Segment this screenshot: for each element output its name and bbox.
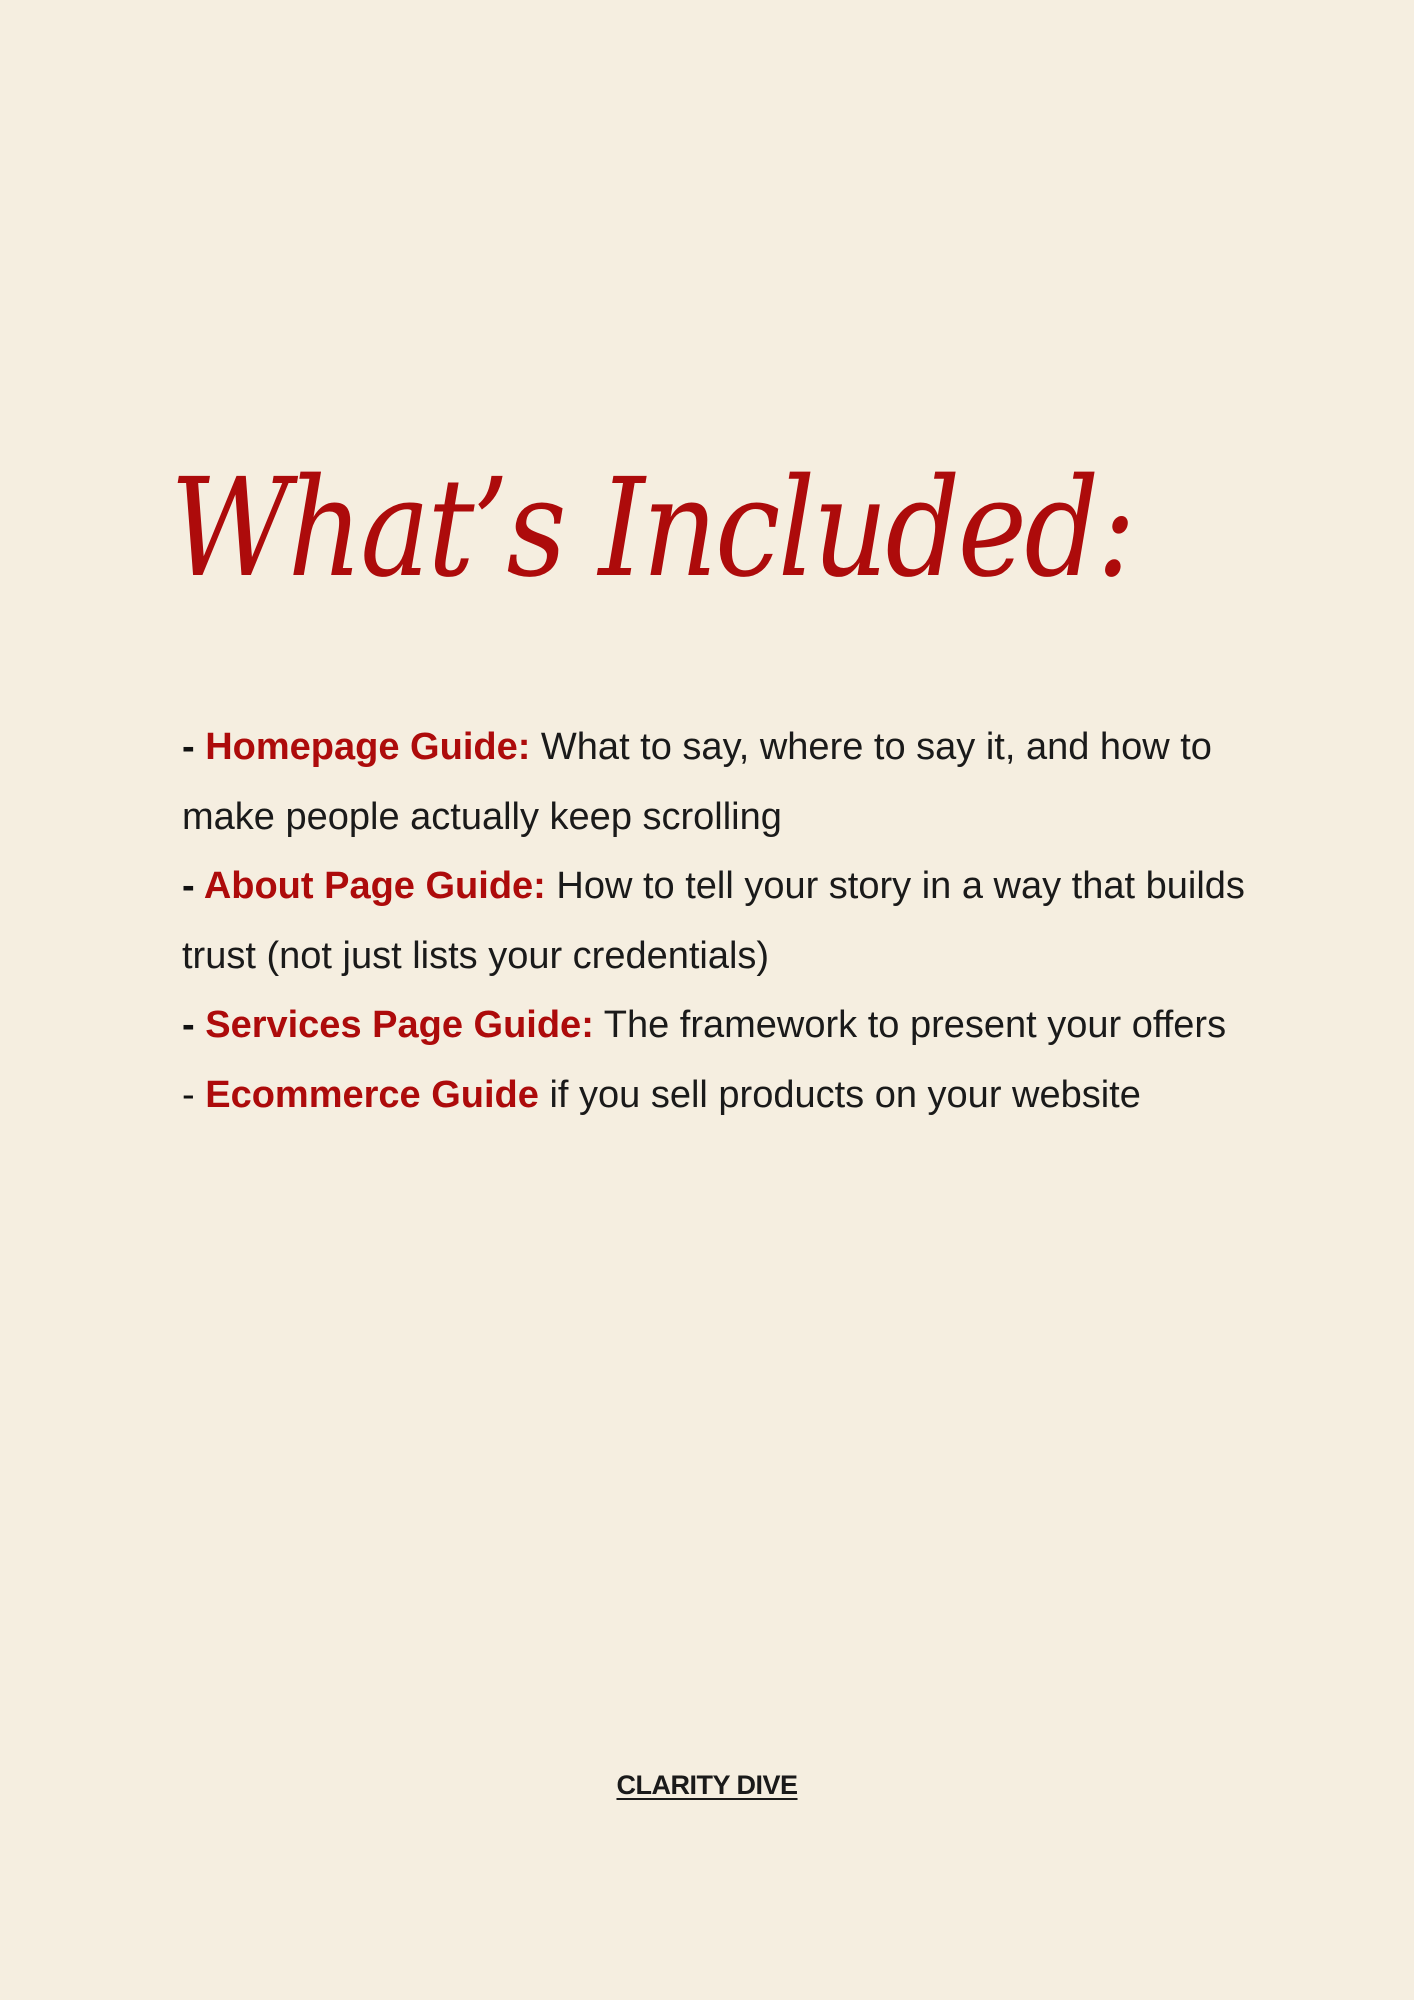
item-label: Homepage Guide <box>205 726 518 768</box>
footer-brand: CLARITY DIVE <box>616 1770 798 1800</box>
item-description: if you sell products on your website <box>538 1073 1141 1116</box>
included-list <box>182 713 1262 1130</box>
list-dash: - <box>182 1004 206 1046</box>
list-item-ecommerce-guide <box>182 1061 1262 1131</box>
list-dash: - <box>182 726 206 768</box>
item-description: How to tell your story in a way that builds trust (not just lists your credentials) <box>182 865 1245 977</box>
item-description: The framework to present your offers <box>593 1004 1227 1046</box>
item-label: Ecommerce Guide <box>205 1073 539 1116</box>
list-item-homepage-guide <box>182 713 1262 852</box>
item-description: What to say, where to say it, and how to make people actually keep scrolling <box>182 726 1212 838</box>
item-label: About Page Guide: <box>203 865 546 907</box>
item-label-separator: : <box>517 726 531 768</box>
list-dash: - <box>182 865 204 907</box>
page-title: What’s Included: <box>170 450 1134 608</box>
footer <box>0 1770 1414 1801</box>
list-dash: - <box>182 1073 206 1116</box>
list-item-about-page-guide <box>182 852 1262 991</box>
list-item-services-page-guide <box>182 991 1262 1061</box>
item-label: Services Page Guide: <box>205 1004 594 1046</box>
